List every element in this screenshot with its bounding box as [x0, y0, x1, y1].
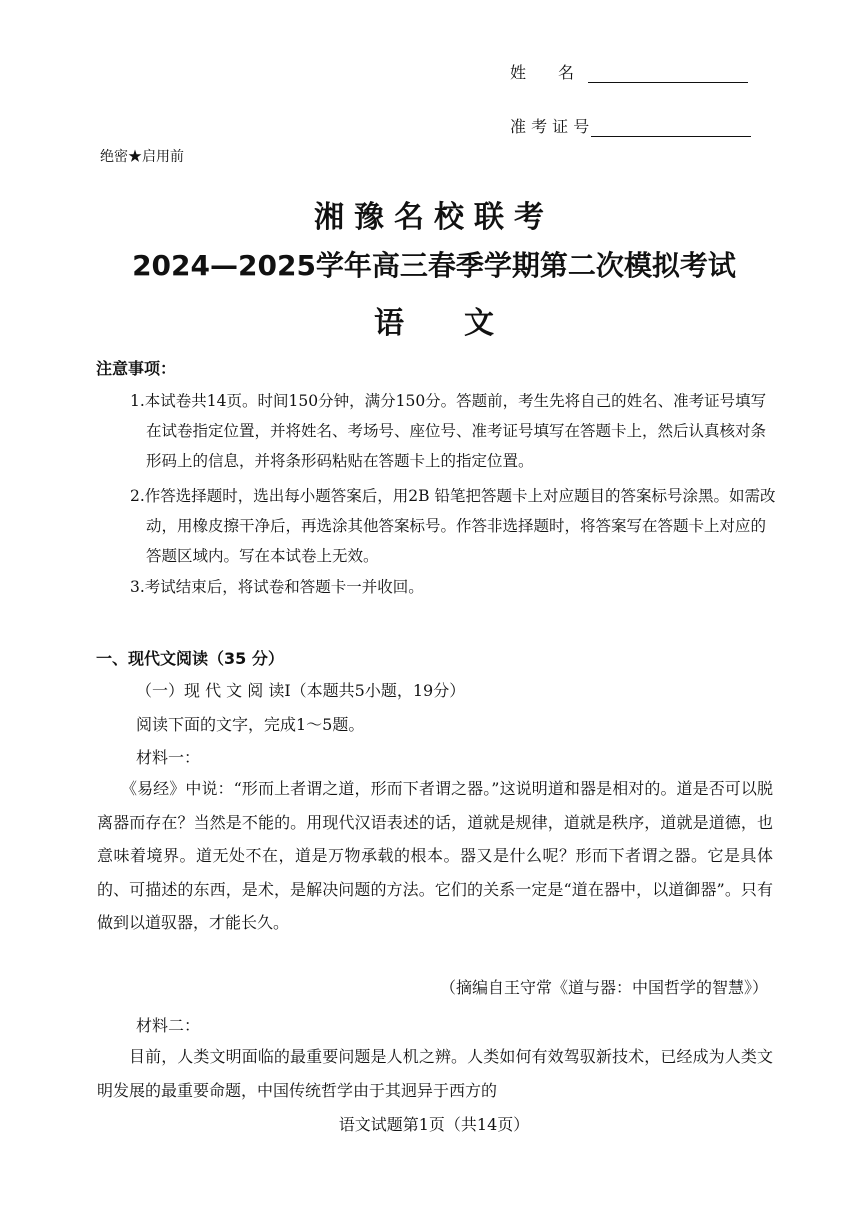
material-1-label: 材料一：	[136, 748, 201, 767]
material-1-source: （摘编自王守常《道与器：中国哲学的智慧》）	[439, 978, 768, 997]
notes-heading: 注意事项：	[96, 359, 177, 378]
exam-id-field-row	[510, 114, 751, 137]
section-heading: 一、现代文阅读（35 分）	[96, 649, 284, 668]
exam-union-title: 湘豫名校联考	[314, 200, 554, 235]
exam-session-title: 2024—2025学年高三春季学期第二次模拟考试	[132, 249, 736, 282]
confidential-mark: 绝密★启用前	[100, 149, 184, 165]
exam-id-label: 准 考 证 号	[510, 117, 590, 136]
name-blank	[588, 64, 748, 83]
material-2-text: 目前，人类文明面临的最重要问题是人机之辨。人类如何有效驾驭新技术，已经成为人类文明发展的最重要命题，中国传统哲学由于其迥异于西方的	[97, 1047, 773, 1100]
material-1-text: 《易经》中说：“形而上者谓之道，形而下者谓之器。”这说明道和器是相对的。道是否可以脱离器而存在？当然是不能的。用现代汉语表述的话，道就是规律，道就是秩序，道就是道德，也意味着境界。道无处不在，道是万物承载的根本。器又是什么呢？形而下者谓之器。它是具体的、可描述的东西，是术，是解决问题的方法。它们的关系一定是“道在器中，以道御器”。只有做到以道驭器，才能长久。	[97, 779, 773, 932]
note-item-2: 2.作答选择题时，选出每小题答案后，用2B 铅笔把答题卡上对应题目的答案标号涂黑。如需改动，用橡皮擦干净后，再选涂其他答案标号。作答非选择题时，将答案写在答题卡上对应的答题区域内。写在本试卷上无效。	[130, 487, 776, 565]
reading-instruction: 阅读下面的文字，完成1～5题。	[136, 715, 365, 734]
note-item-1: 1.本试卷共14页。时间150分钟，满分150分。答题前，考生先将自己的姓名、准考证号填写在试卷指定位置，并将姓名、考场号、座位号、准考证号填写在答题卡上，然后认真核对条形码上的信息，并将条形码粘贴在答题卡上的指定位置。	[130, 392, 767, 470]
name-label: 姓 名	[510, 63, 575, 82]
exam-id-blank	[591, 118, 751, 137]
subject-title: 语文	[374, 306, 554, 341]
note-item-3: 3.考试结束后，将试卷和答题卡一并收回。	[130, 578, 424, 596]
subsection-heading: （一）现 代 文 阅 读Ⅰ（本题共5小题，19分）	[136, 681, 466, 700]
page-footer: 语文试题第1页（共14页）	[338, 1115, 530, 1134]
material-2-label: 材料二：	[136, 1016, 201, 1035]
name-field-row	[510, 60, 748, 83]
